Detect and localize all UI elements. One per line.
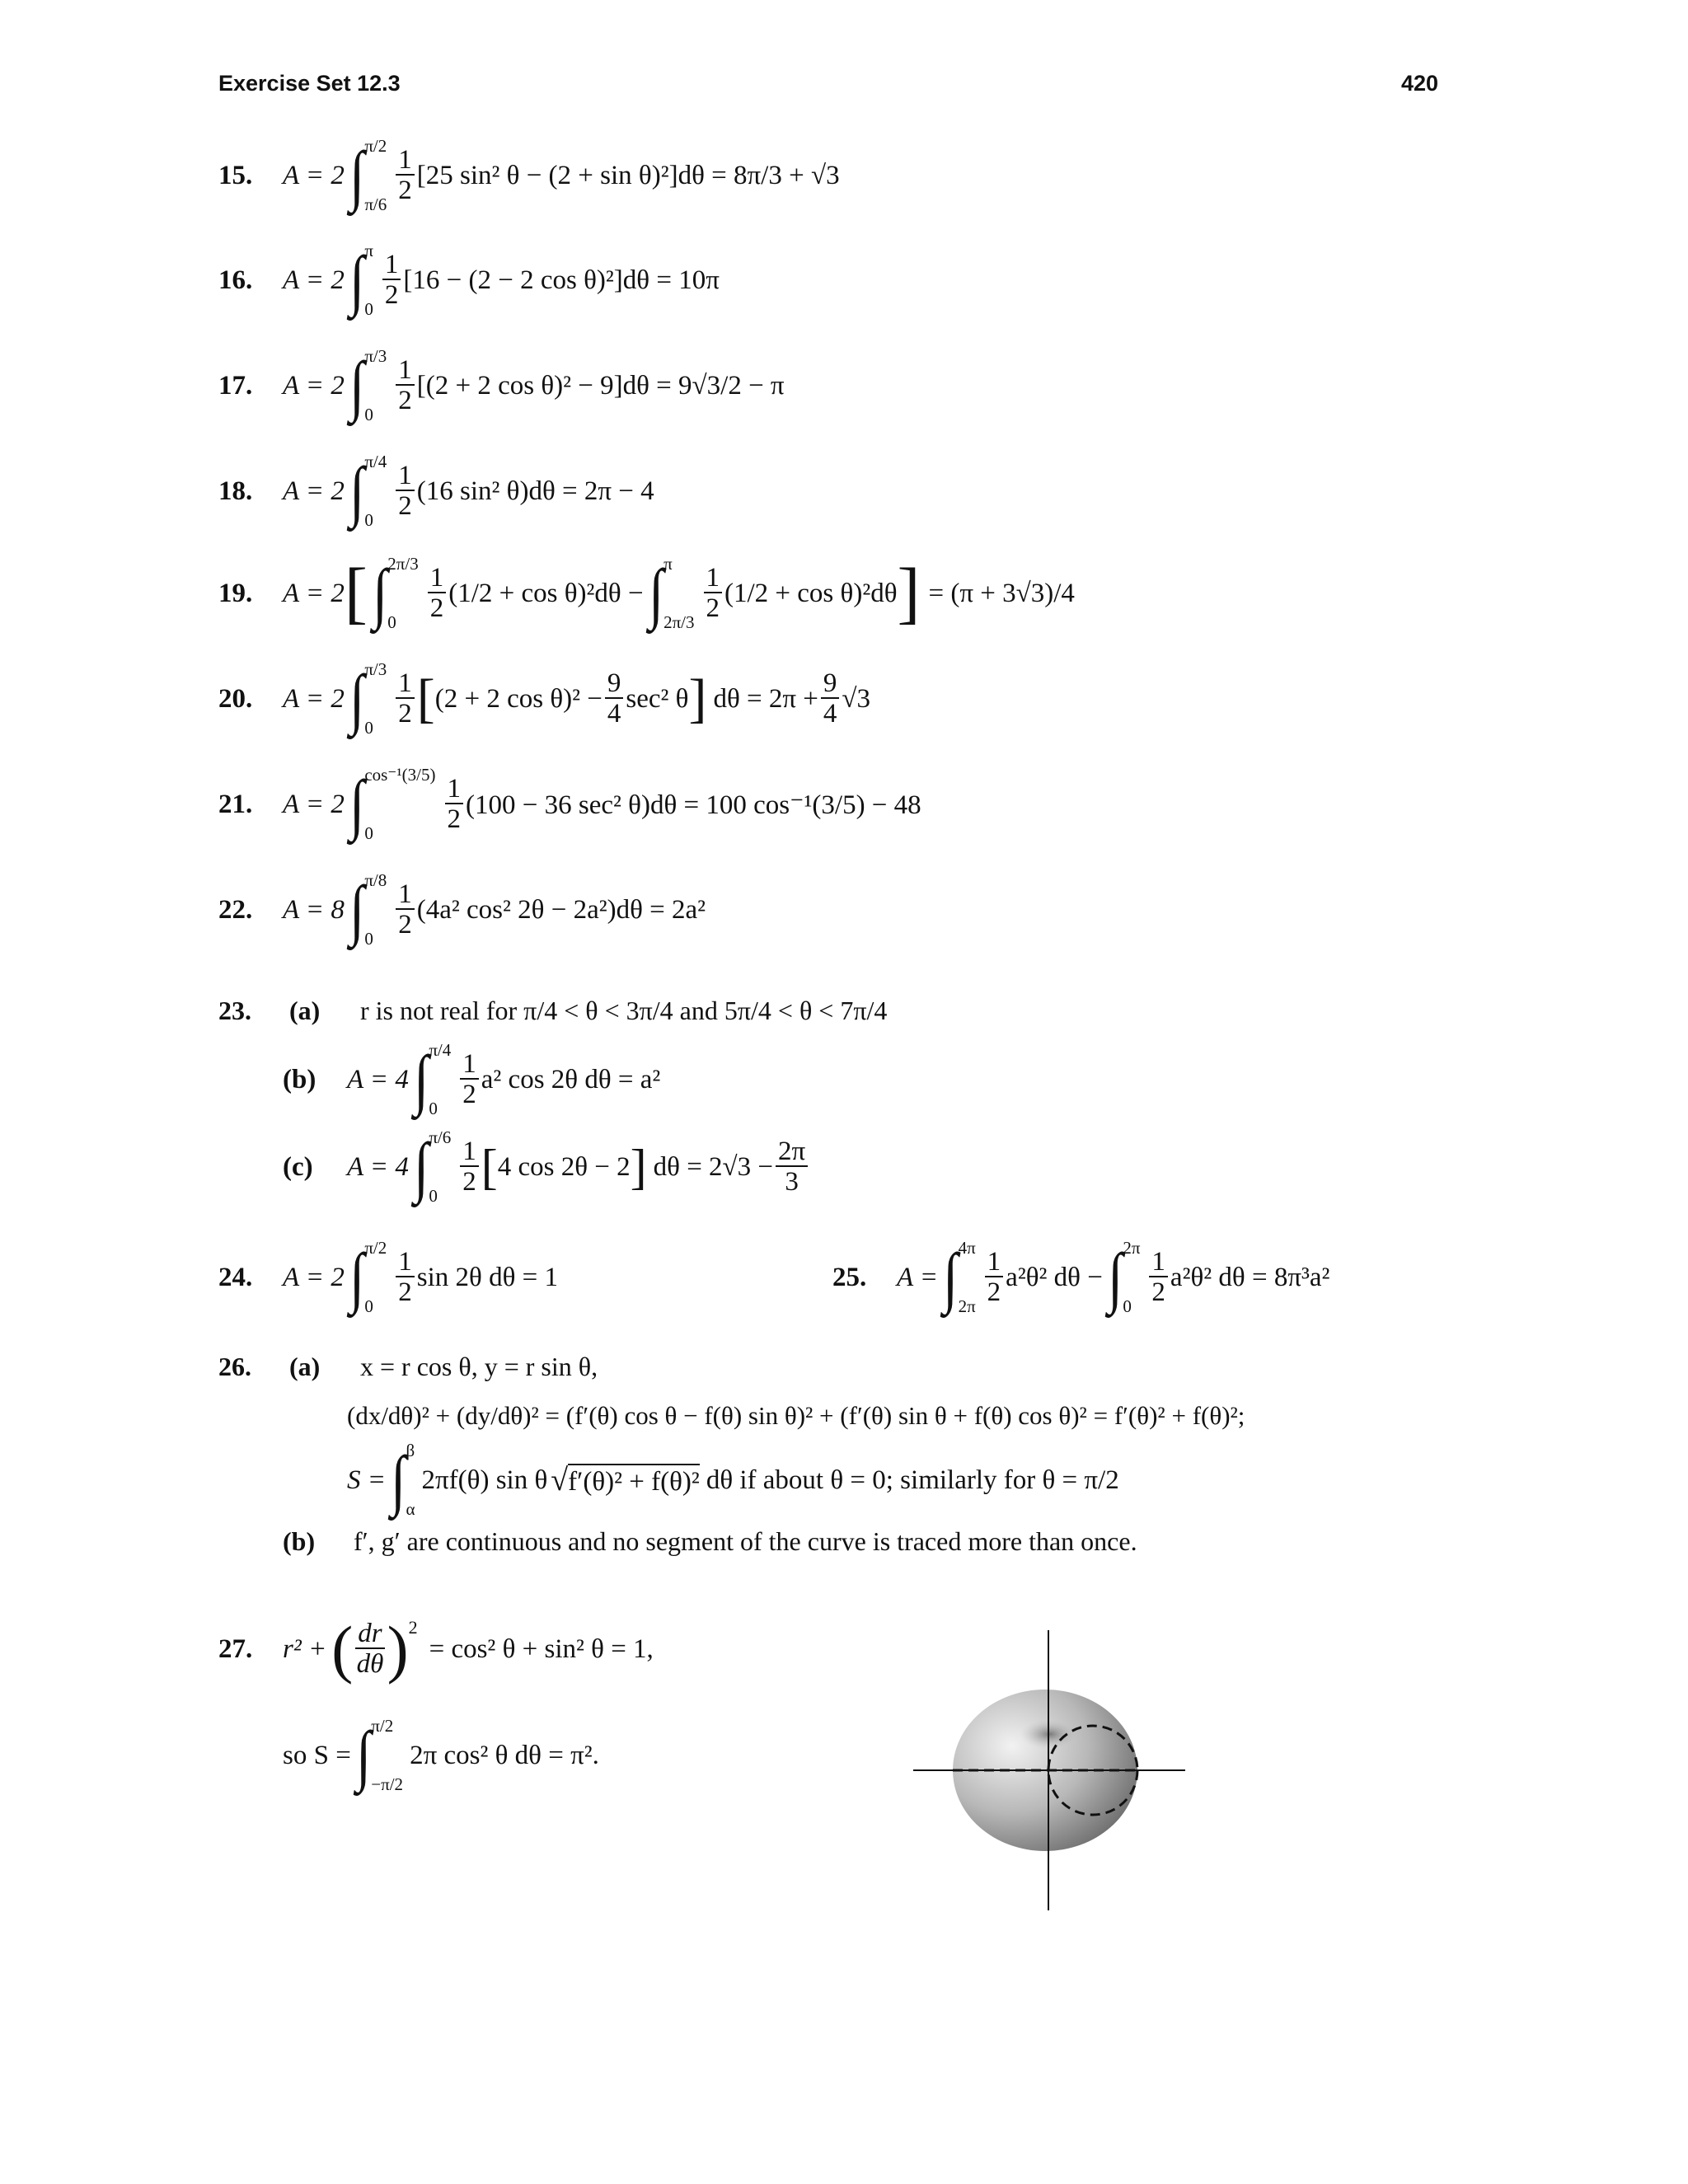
integrand: 4 cos 2θ − 2 [497, 1151, 631, 1182]
left-bracket: [ [481, 1140, 498, 1194]
problem-16 [218, 241, 720, 320]
integral-2: ∫ π 2π/3 [648, 554, 695, 632]
lhs: A = 2 [283, 370, 345, 401]
problem-27-line2 [283, 1716, 599, 1795]
part-label: (a) [289, 996, 321, 1025]
differential-result: dθ = 2π + [713, 683, 818, 714]
integrand-part: (2 + 2 cos θ)² − [434, 683, 603, 714]
section-title: Exercise Set 12.3 [218, 71, 401, 96]
numerator: 1 [396, 1248, 415, 1278]
right-bracket: ] [630, 1140, 647, 1194]
problem-number: 16. [218, 265, 253, 295]
denominator: 2 [447, 804, 462, 835]
denominator: 2 [429, 593, 444, 624]
denominator: 2 [398, 699, 412, 729]
problem-26-a-line3 [347, 1441, 1119, 1520]
denominator: 2 [398, 491, 412, 522]
integral-1: ∫ 2π/3 0 [373, 554, 419, 632]
lower-limit: 0 [364, 405, 373, 424]
integrand-1: (1/2 + cos θ)²dθ − [448, 578, 644, 608]
integral: ∫ π 0 [349, 241, 373, 319]
numerator: 1 [382, 251, 401, 281]
result: dθ = 2√3 − [653, 1151, 774, 1182]
integrand-1: a²θ² dθ − [1006, 1262, 1103, 1292]
upper-limit: 2π [1123, 1238, 1141, 1258]
lower-limit: 0 [364, 510, 373, 530]
problem-26-a-line1 [218, 1352, 598, 1382]
half-fraction [396, 1248, 415, 1308]
lhs: A = 2 [283, 265, 345, 295]
integral: ∫ π/3 0 [349, 346, 387, 424]
integral-1: ∫ 4π 2π [943, 1238, 976, 1316]
upper-limit: π/2 [371, 1716, 394, 1736]
lhs: A = 4 [347, 1151, 409, 1182]
denominator: 2 [384, 280, 399, 311]
left-bracket: [ [344, 555, 368, 631]
problem-number: 18. [218, 476, 253, 506]
numerator: 2π [776, 1137, 808, 1168]
denominator: 2 [398, 176, 412, 206]
upper-limit: cos⁻¹(3/5) [364, 765, 436, 785]
upper-limit: π/6 [429, 1127, 452, 1147]
integral-2: ∫ 2π 0 [1108, 1238, 1141, 1316]
lower-limit: 0 [364, 823, 373, 843]
lower-limit: 0 [364, 718, 373, 738]
lower-limit: 0 [364, 1296, 373, 1316]
derivative-identity: (dx/dθ)² + (dy/dθ)² = (f′(θ) cos θ − f(θ) sin θ)² + (f′(θ) sin θ + f(θ) cos θ)² = f′(θ)² + f(θ)²; [347, 1401, 1245, 1430]
denominator: dθ [356, 1649, 384, 1680]
denominator: 4 [823, 699, 837, 729]
integral: ∫ β α [391, 1441, 415, 1519]
lhs: A = [897, 1262, 939, 1292]
denominator: 2 [1151, 1277, 1165, 1308]
torus-dimple [1017, 1721, 1076, 1750]
problem-number: 20. [218, 683, 253, 714]
lhs: r² + [283, 1633, 327, 1664]
denominator: 2 [987, 1277, 1001, 1308]
lower-limit: 0 [364, 299, 373, 319]
lower-limit: 0 [1123, 1296, 1132, 1316]
sqrt-sign: √ [551, 1463, 569, 1497]
integrand: [25 sin² θ − (2 + sin θ)²]dθ = 8π/3 + √3 [416, 160, 840, 190]
integral: ∫ π/4 0 [414, 1040, 452, 1118]
problem-number: 26. [218, 1352, 251, 1381]
problem-26-b [283, 1526, 1137, 1557]
half-fraction [985, 1248, 1004, 1308]
problem-24 [218, 1238, 558, 1317]
part-label: (b) [283, 1526, 316, 1556]
problem-23-b [283, 1040, 660, 1119]
lhs: S = [347, 1465, 387, 1495]
problem-number: 22. [218, 894, 253, 925]
lower-limit: 0 [429, 1186, 438, 1206]
part-text: x = r cos θ, y = r sin θ, [360, 1352, 598, 1381]
lower-limit: α [406, 1499, 415, 1519]
lhs: A = 2 [283, 683, 345, 714]
numerator: 1 [985, 1248, 1004, 1278]
denominator: 2 [462, 1167, 476, 1197]
integral: ∫ π/3 0 [349, 659, 387, 738]
numerator: 1 [445, 775, 464, 805]
upper-limit: π [663, 554, 673, 574]
problem-number: 19. [218, 578, 253, 608]
numerator: 1 [396, 462, 415, 492]
torus-diagram [905, 1630, 1185, 1910]
problem-number: 23. [218, 996, 251, 1025]
denominator: 4 [607, 699, 621, 729]
half-fraction [396, 356, 415, 416]
upper-limit: π/2 [364, 136, 387, 156]
page-header [218, 71, 1438, 96]
left-paren: ( [331, 1613, 354, 1685]
integral: ∫ cos⁻¹(3/5) 0 [349, 765, 436, 843]
problem-17 [218, 346, 785, 425]
problem-number: 25. [832, 1262, 867, 1292]
identity: = cos² θ + sin² θ = 1, [429, 1633, 654, 1664]
lower-limit: −π/2 [371, 1774, 404, 1794]
upper-limit: π/2 [364, 1238, 387, 1258]
upper-limit: π/3 [364, 346, 387, 366]
lower-limit: 2π [958, 1296, 976, 1316]
half-fraction [396, 669, 415, 729]
problem-22 [218, 870, 706, 949]
problem-20 [218, 659, 870, 738]
half-fraction [1149, 1248, 1168, 1308]
secant-term: sec² θ [626, 683, 689, 714]
part-text: r is not real for π/4 < θ < 3π/4 and 5π/4 < θ < 7π/4 [360, 996, 888, 1025]
integrand: [(2 + 2 cos θ)² − 9]dθ = 9√3/2 − π [416, 370, 785, 401]
denominator: 2 [462, 1080, 476, 1110]
lhs: A = 2 [283, 476, 345, 506]
result: = (π + 3√3)/4 [928, 578, 1075, 608]
part-label: (a) [289, 1352, 321, 1381]
half-fraction [445, 775, 464, 835]
half-fraction [460, 1137, 479, 1197]
lhs: so S = [283, 1740, 351, 1770]
left-bracket: [ [416, 668, 435, 729]
integral: ∫ π/6 0 [414, 1127, 452, 1206]
upper-limit: β [406, 1441, 415, 1460]
numerator: 1 [704, 564, 723, 594]
problem-18 [218, 452, 654, 531]
problem-27-line1 [218, 1613, 654, 1685]
problem-25 [832, 1238, 1329, 1317]
integrand-2: (1/2 + cos θ)²dθ [724, 578, 898, 608]
denominator: 2 [398, 1277, 412, 1308]
upper-limit: π/3 [364, 659, 387, 679]
lhs: A = 2 [283, 578, 345, 608]
two-pi-thirds [776, 1137, 808, 1197]
numerator: 1 [396, 669, 415, 700]
lhs: A = 8 [283, 894, 345, 925]
lower-limit: π/6 [364, 194, 387, 214]
nine-fourths-result [821, 669, 840, 729]
integral: ∫ π/2 0 [349, 1238, 387, 1316]
numerator: dr [355, 1619, 384, 1650]
integral: ∫ π/2 π/6 [349, 136, 387, 214]
dr-dtheta [355, 1619, 384, 1680]
problem-19 [218, 554, 1075, 633]
upper-limit: π/4 [364, 452, 387, 471]
numerator: 1 [1149, 1248, 1168, 1278]
numerator: 9 [605, 669, 624, 700]
problem-21 [218, 765, 921, 844]
problem-number: 21. [218, 789, 253, 819]
lower-limit: 0 [429, 1099, 438, 1118]
root-three: √3 [842, 683, 871, 714]
upper-limit: π [364, 241, 373, 260]
problem-23-c [283, 1127, 810, 1207]
surface-of-revolution-figure [905, 1630, 1185, 1914]
radicand: f′(θ)² + f(θ)² [568, 1464, 700, 1497]
integral: ∫ π/4 0 [349, 452, 387, 530]
half-fraction [460, 1050, 479, 1110]
lhs: A = 2 [283, 789, 345, 819]
page-number: 420 [1400, 71, 1438, 96]
integral: ∫ π/2 −π/2 [356, 1716, 404, 1794]
numerator: 1 [460, 1137, 479, 1168]
problem-15 [218, 136, 840, 215]
part-text: f′, g′ are continuous and no segment of the curve is traced more than once. [354, 1526, 1137, 1556]
denominator: 2 [706, 593, 720, 624]
lhs: A = 2 [283, 1262, 345, 1292]
integrand: (4a² cos² 2θ − 2a²)dθ = 2a² [416, 894, 706, 925]
problem-26-a-line2 [347, 1401, 1245, 1431]
problem-23-a [218, 996, 887, 1026]
half-fraction [382, 251, 401, 311]
problem-number: 24. [218, 1262, 253, 1292]
upper-limit: 4π [958, 1238, 976, 1258]
integrand: (100 − 36 sec² θ)dθ = 100 cos⁻¹(3/5) − 48 [466, 790, 921, 820]
lower-limit: 0 [364, 929, 373, 949]
upper-limit: π/4 [429, 1040, 452, 1060]
integral: ∫ π/8 0 [349, 870, 387, 949]
denominator: 2 [398, 386, 412, 416]
integrand: a² cos 2θ dθ = a² [481, 1064, 661, 1094]
numerator: 1 [396, 146, 415, 176]
integrand: 2πf(θ) sin θ [421, 1465, 548, 1495]
integrand: 2π cos² θ dθ = π². [410, 1740, 599, 1770]
half-fraction [396, 146, 415, 206]
right-bracket: ] [688, 668, 707, 729]
problem-number: 17. [218, 370, 253, 401]
nine-fourths [605, 669, 624, 729]
half-fraction [428, 564, 447, 624]
problem-number: 27. [218, 1633, 253, 1664]
upper-limit: π/8 [364, 870, 387, 890]
lhs: A = 4 [347, 1064, 409, 1094]
right-paren: ) [387, 1613, 409, 1685]
integrand: sin 2θ dθ = 1 [416, 1262, 558, 1292]
half-fraction [704, 564, 723, 624]
problem-number: 15. [218, 160, 253, 190]
integrand-2: a²θ² dθ = 8π³a² [1170, 1262, 1330, 1292]
lower-limit: 2π/3 [663, 612, 695, 632]
denominator: 3 [785, 1167, 799, 1197]
half-fraction [396, 462, 415, 522]
integrand: (16 sin² θ)dθ = 2π − 4 [416, 476, 654, 506]
condition-text: dθ if about θ = 0; similarly for θ = π/2 [706, 1465, 1119, 1495]
right-bracket: ] [897, 555, 921, 631]
half-fraction [396, 880, 415, 940]
numerator: 1 [396, 880, 415, 911]
denominator: 2 [398, 910, 412, 940]
upper-limit: 2π/3 [387, 554, 419, 574]
lhs: A = 2 [283, 160, 345, 190]
numerator: 1 [428, 564, 447, 594]
integrand: [16 − (2 − 2 cos θ)²]dθ = 10π [403, 265, 720, 295]
numerator: 1 [460, 1050, 479, 1080]
lower-limit: 0 [387, 612, 396, 632]
square-exponent: 2 [408, 1617, 418, 1638]
numerator: 1 [396, 356, 415, 387]
numerator: 9 [821, 669, 840, 700]
part-label: (b) [283, 1064, 316, 1094]
part-label: (c) [283, 1151, 313, 1182]
